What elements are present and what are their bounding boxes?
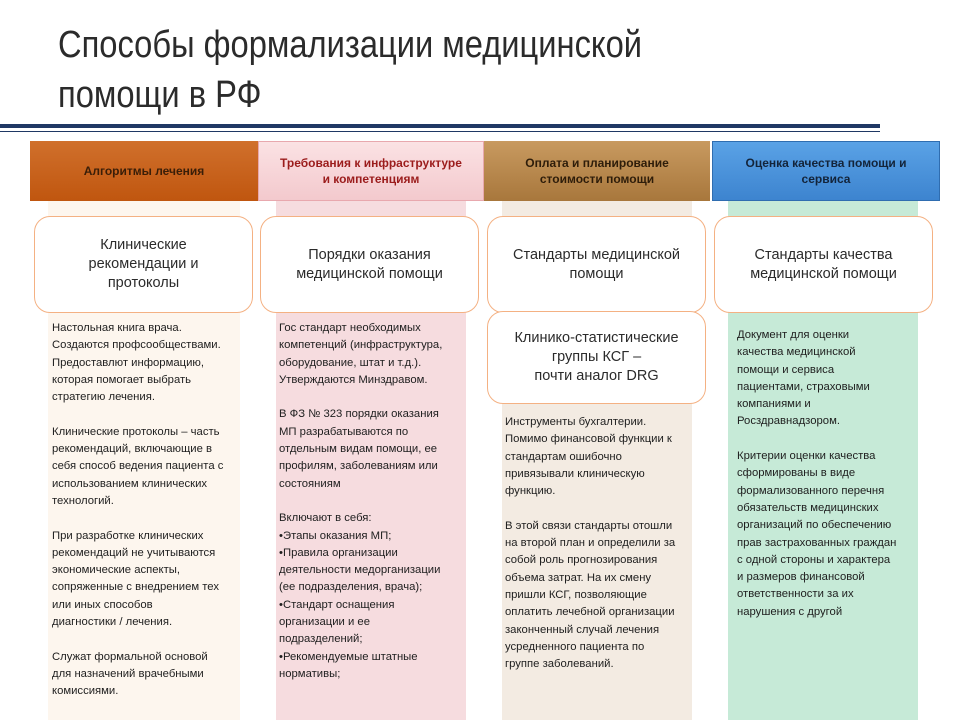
column-3-bubble-secondary-text: Клинико-статистические группы КСГ – почти аналог DRG	[514, 330, 679, 384]
column-4-bubble-text: Стандарты качества медицинской помощи	[750, 246, 897, 282]
column-4-header	[712, 141, 940, 201]
title-rule-thick	[0, 124, 880, 128]
column-4-bubble	[714, 216, 933, 313]
column-1-header-label: Алгоритмы лечения	[83, 164, 205, 178]
page-title	[58, 20, 746, 120]
column-2-header	[258, 141, 484, 201]
column-2-bubble-text: Порядки оказания медицинской помощи	[296, 246, 443, 282]
title-line-2: помощи в РФ	[58, 74, 262, 116]
column-4-header-label: Оценка качества помощи и сервиса	[745, 156, 907, 186]
column-3-text: Инструменты бухгалтерии. Помимо финансовой функции к стандартам ошибочно привязывали клиническую функцию. В этой связи стандарты отошли на второй план и определили за собой роль прогнозирования объема затрат. На их смену пришли КСГ, позволяющие оплатить лечебной организации законченный случай лечения усредненного пациента по группе заболеваний.	[505, 416, 676, 671]
column-3-bubble-text: Стандарты медицинской помощи	[513, 246, 680, 282]
column-2-bubble	[260, 216, 479, 313]
column-3-bubble-secondary	[487, 311, 706, 404]
column-1-bubble-text: Клинические рекомендации и протоколы	[88, 237, 199, 291]
column-1-text: Настольная книга врача. Создаются профсообществами. Предоставлют информацию, которая помогает выбрать стратегию лечения. Клинические протоколы – часть рекомендаций, включающие в себя способ ведения пациента с использованием клинических технологий. При разработке клинических рекомендаций не учитываются экономические аспекты, сопряженные с внедрением тех или иных способов диагностики / лечения. Служат формальной основой для назначений врачебными комиссиями.	[52, 322, 224, 698]
column-1-bubble	[34, 216, 253, 313]
column-2-header-label: Требования к инфраструктуре и компетенциям	[280, 156, 462, 186]
column-3-header-label: Оплата и планирование стоимости помощи	[525, 156, 669, 186]
title-rule-thin	[0, 131, 880, 132]
column-4-text: Документ для оценки качества медицинской помощи и сервиса пациентами, страховыми компаниями и Росздравнадзором. Критерии оценки качества сформированы в виде формализованного перечня обязательств медицинских организаций по обеспечению прав застрахованных граждан с одной стороны и характера и размеров финансовой ответственности за их нарушения с другой	[737, 329, 897, 618]
column-3-bubble	[487, 216, 706, 313]
column-3-header	[484, 141, 710, 201]
column-2-text: Гос стандарт необходимых компетенций (инфраструктура, оборудование, штат и т.д.). Утверждаются Минздравом. В ФЗ № 323 порядки оказания МП разрабатываются по отдельным видам помощи, ее профилям, заболеваниям или состояниям Включают в себя: •Этапы оказания МП; •Правила организации деятельности медорганизации (ее подразделения, врача); •Стандарт оснащения организации и ее подразделений; •Рекомендуемые штатные нормативы;	[279, 322, 443, 680]
title-line-1: Способы формализации медицинской	[58, 24, 643, 66]
column-1-header	[30, 141, 258, 201]
